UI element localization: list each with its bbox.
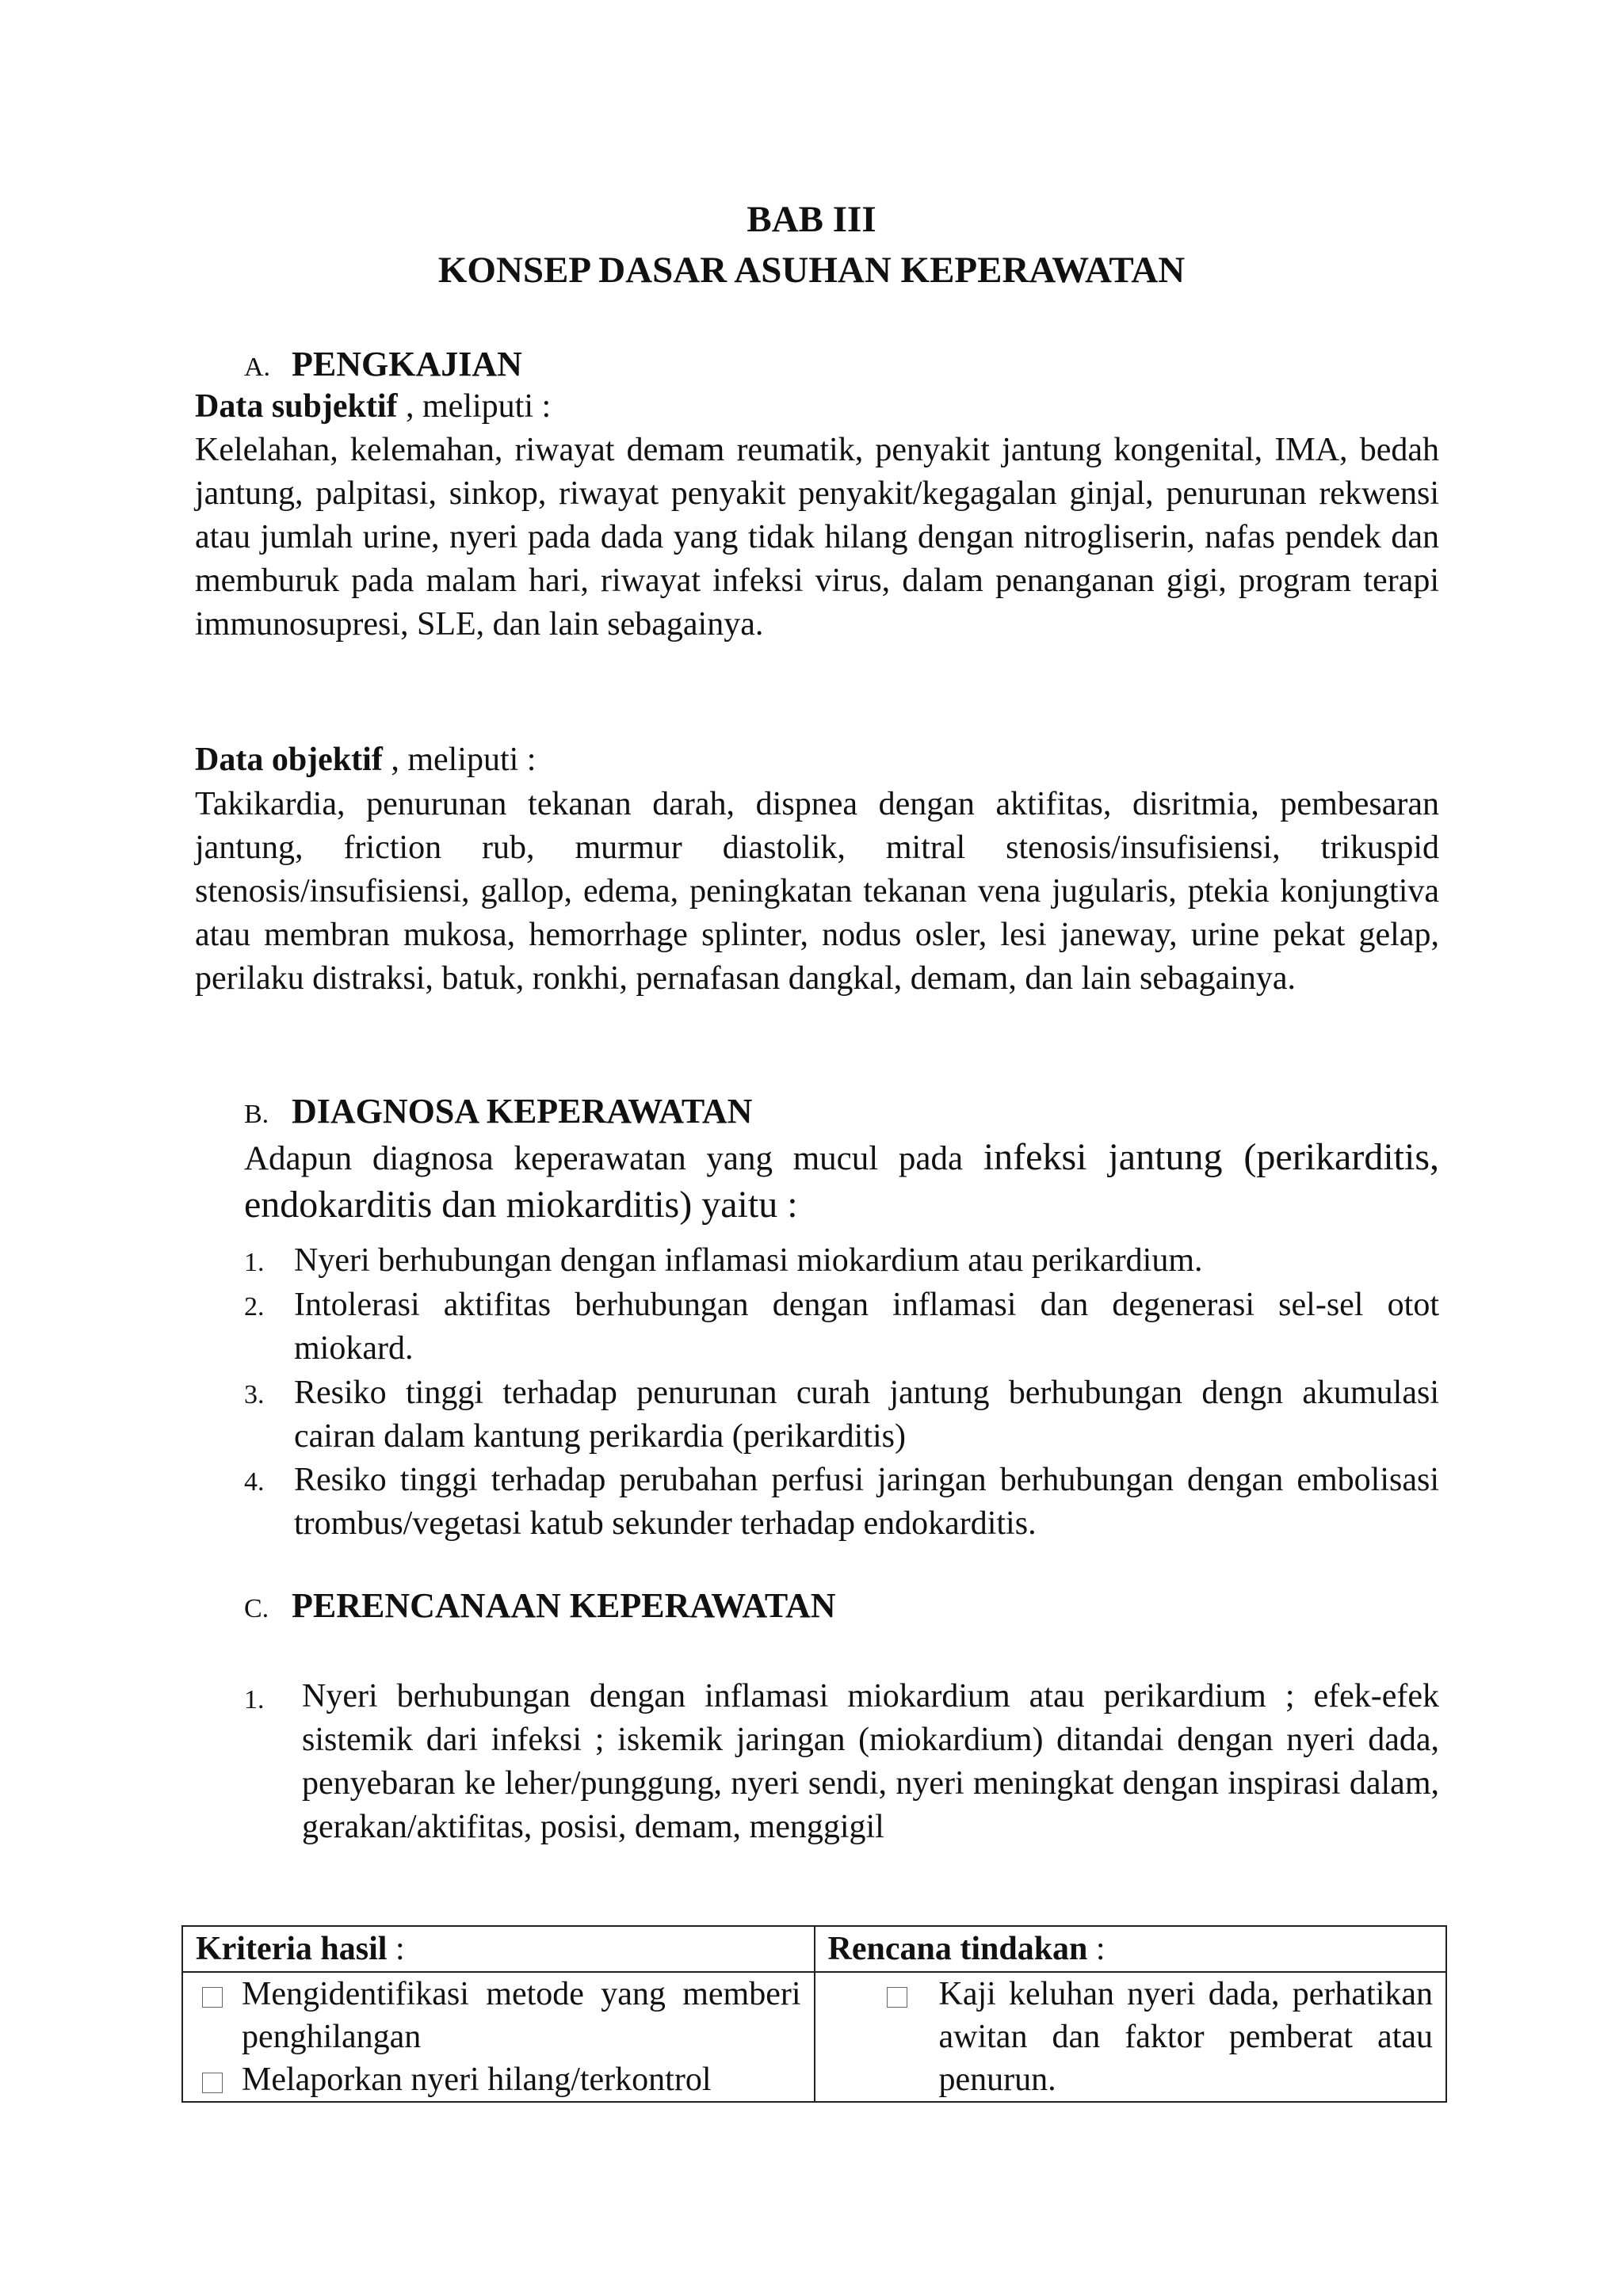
kriteria-item-text: Melaporkan nyeri hilang/terkontrol — [242, 2061, 712, 2098]
kriteria-rencana-table — [181, 1925, 1447, 2103]
checkbox-icon — [202, 2073, 223, 2093]
diagnosa-intro-part1: Adapun diagnosa keperawatan yang mucul pada — [244, 1140, 983, 1177]
section-a-title: PENGKAJIAN — [292, 345, 522, 383]
kriteria-item-text: Mengidentifikasi metode yang memberi penghilangan — [242, 1976, 801, 2055]
data-subjektif-heading — [195, 385, 1439, 429]
diagnosa-item-2: Intolerasi aktifitas berhubungan dengan inflamasi dan degenerasi sel-sel otot miokard. — [294, 1287, 1439, 1367]
diagnosa-number-4: 4. — [244, 1467, 265, 1497]
chapter-number: BAB III — [747, 199, 876, 240]
rencana-item — [828, 1973, 1434, 2101]
diagnosa-intro-part2: infeksi jantung (perikarditis, endokarditis dan miokarditis) yaitu : — [244, 1136, 1439, 1226]
diagnosa-number-3: 3. — [244, 1380, 265, 1409]
rencana-tindakan-header-label: Rencana tindakan — [827, 1931, 1088, 1967]
diagnosa-item-3: Resiko tinggi terhadap penurunan curah jantung berhubungan dengn akumulasi cairan dalam kantung perikardia (perikarditis) — [294, 1375, 1439, 1455]
perencanaan-item-1: Nyeri berhubungan dengan inflamasi miokardium atau perikardium ; efek-efek sistemik dari infeksi ; iskemik jaringan (miokardium) ditandai dengan nyeri dada, penyebaran ke leher/punggung, nyeri sendi, nyeri meningkat dengan inspirasi dalam, gerakan/aktifitas, posisi, demam, menggigil — [302, 1678, 1439, 1845]
kriteria-hasil-header-colon: : — [387, 1931, 405, 1967]
rencana-item-text: Kaji keluhan nyeri dada, perhatikan awitan dan faktor pemberat atau penurun. — [938, 1976, 1433, 2098]
section-b-title: DIAGNOSA KEPERAWATAN — [292, 1092, 753, 1131]
data-subjektif-label: Data subjektif — [195, 388, 398, 425]
data-objektif-label: Data objektif — [195, 742, 383, 778]
diagnosa-item-4: Resiko tinggi terhadap perubahan perfusi jaringan berhubungan dengan embolisasi trombus/vegetasi katub sekunder terhadap endokarditis. — [294, 1462, 1439, 1542]
rencana-tindakan-cell — [815, 1972, 1447, 2102]
section-c-heading — [244, 1584, 836, 1630]
checkbox-icon — [202, 1987, 223, 2008]
rencana-tindakan-header-colon: : — [1087, 1931, 1106, 1967]
kriteria-item — [196, 2058, 801, 2101]
chapter-title: KONSEP DASAR ASUHAN KEPERAWATAN — [437, 250, 1186, 291]
section-a-heading — [244, 342, 522, 389]
data-objektif-heading — [195, 738, 1439, 782]
kriteria-hasil-header-label: Kriteria hasil — [196, 1931, 388, 1967]
perencanaan-number-1: 1. — [244, 1685, 265, 1714]
data-objektif-paragraph: Takikardia, penurunan tekanan darah, dispnea dengan aktifitas, disritmia, pembesaran jantung, friction rub, murmur diastolik, mitral stenosis/insufisiensi, trikuspid stenosis/insufisiensi, gallop, edema, peningkatan tekanan vena jugularis, ptekia konjungtiva atau membran mukosa, hemorrhage splinter, nodus osler, lesi janeway, urine pekat gelap, perilaku distraksi, batuk, ronkhi, pernafasan dangkal, demam, dan lain sebagainya. — [195, 786, 1439, 997]
diagnosa-number-2: 2. — [244, 1292, 265, 1322]
section-b-heading — [244, 1089, 752, 1136]
table-row — [182, 1972, 1446, 2102]
checkbox-icon — [887, 1987, 907, 2008]
section-c-title: PERENCANAAN KEPERAWATAN — [292, 1586, 836, 1625]
diagnosa-item-1: Nyeri berhubungan dengan inflamasi miokardium atau perikardium. — [294, 1242, 1203, 1279]
diagnosa-intro — [244, 1135, 1439, 1230]
table-header-row — [182, 1926, 1446, 1972]
section-a-letter: A. — [244, 353, 271, 382]
data-subjektif-suffix: , meliputi : — [397, 388, 552, 425]
data-objektif-suffix: , meliputi : — [382, 742, 537, 778]
section-c-letter: C. — [244, 1594, 269, 1623]
kriteria-hasil-cell — [182, 1972, 815, 2102]
kriteria-item — [196, 1973, 801, 2058]
rencana-tindakan-header — [815, 1926, 1447, 1972]
diagnosa-number-1: 1. — [244, 1248, 265, 1277]
kriteria-hasil-header — [182, 1926, 815, 1972]
data-subjektif-paragraph: Kelelahan, kelemahan, riwayat demam reumatik, penyakit jantung kongenital, IMA, bedah jantung, palpitasi, sinkop, riwayat penyakit penyakit/kegagalan ginjal, penurunan rekwensi atau jumlah urine, nyeri pada dada yang tidak hilang dengan nitrogliserin, nafas pendek dan memburuk pada malam hari, riwayat infeksi virus, dalam penanganan gigi, program terapi immunosupresi, SLE, dan lain sebagainya. — [195, 432, 1439, 643]
section-b-letter: B. — [244, 1100, 269, 1129]
